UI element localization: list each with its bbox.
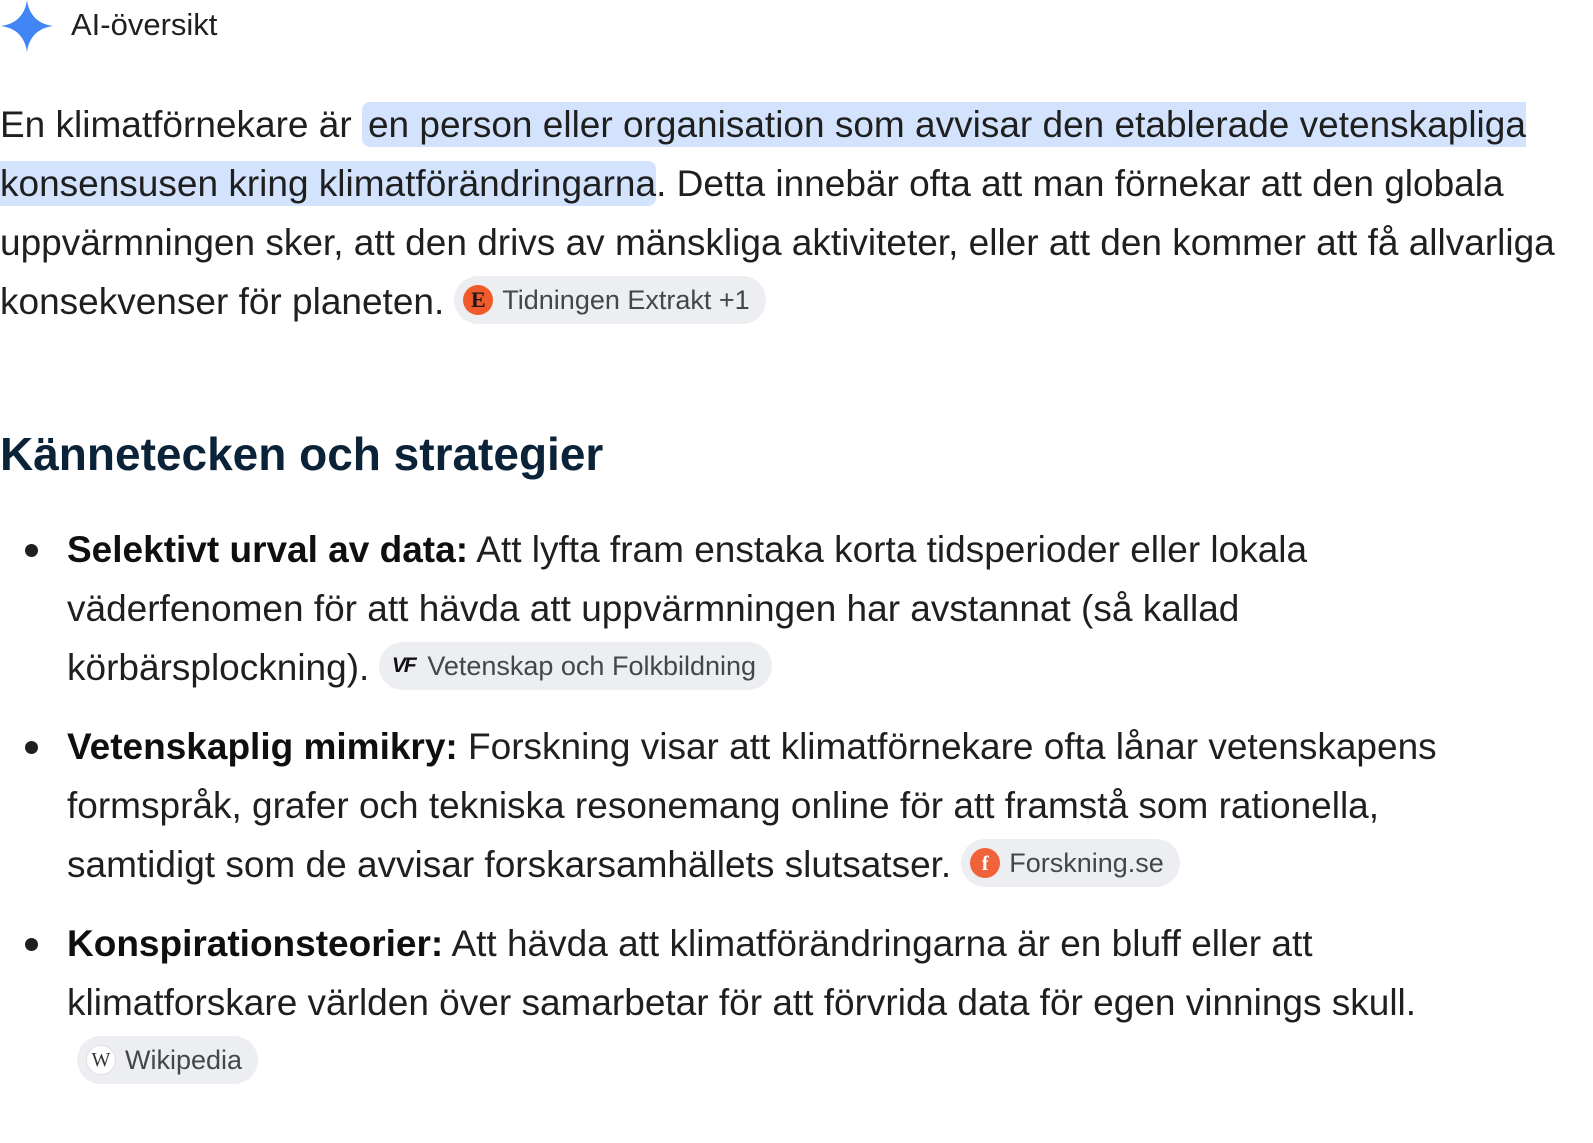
bullet-text: Att hävda att klimatförändringarna är en bluff eller att klimatforskare världen över samarbetar för att förvrida data för egen vinnings skull. xyxy=(67,923,1417,1023)
source-chip-vetenskap-och-folkbildning[interactable] xyxy=(379,642,772,690)
strategy-list xyxy=(0,520,1593,1111)
bullet-title: Vetenskaplig mimikry: xyxy=(67,726,458,767)
bullet-dot-icon xyxy=(25,741,38,754)
bullet-dot-icon xyxy=(25,938,38,951)
intro-suffix: . Detta innebär ofta att man förnekar att den globala uppvärmningen sker, att den drivs av mänskliga aktiviteter, eller att den kommer att få allvarliga konsekvenser för planeten. xyxy=(0,163,1555,322)
source-chip-label: Forskning.se xyxy=(1009,848,1164,879)
wikipedia-logo-icon: W xyxy=(86,1045,116,1075)
ai-overview-title: AI-översikt xyxy=(71,7,218,42)
list-item xyxy=(0,914,1537,1091)
bullet-dot-icon xyxy=(25,544,38,557)
bullet-title: Selektivt urval av data: xyxy=(67,529,469,570)
list-item xyxy=(0,717,1537,894)
source-chip-wikipedia[interactable] xyxy=(77,1036,258,1084)
intro-highlight[interactable]: en person eller organisation som avvisar den etablerade vetenskapliga konsensusen kring klimatförändringarna xyxy=(0,104,1526,204)
intro-paragraph xyxy=(0,95,1580,331)
intro-prefix: En klimatförnekare är xyxy=(0,104,362,145)
source-chip-forskning-se[interactable] xyxy=(961,839,1180,887)
sparkle-icon xyxy=(0,0,54,53)
forskning-se-logo-icon: f xyxy=(970,848,1000,878)
bullet-text: Att lyfta fram enstaka korta tidsperioder eller lokala väderfenomen för att hävda att uppvärmningen har avstannat (så kallad körbärsplockning). xyxy=(67,529,1308,688)
source-chip-tidningen-extrakt[interactable] xyxy=(454,276,765,324)
section-title: Kännetecken och strategier xyxy=(0,428,604,480)
tidningen-extrakt-logo-icon: E xyxy=(463,285,493,315)
list-item xyxy=(0,520,1537,697)
bullet-text: Forskning visar att klimatförnekare ofta lånar vetenskapens formspråk, grafer och tekniska resonemang online för att framstå som rationella, samtidigt som de avvisar forskarsamhällets slutsatser. xyxy=(67,726,1437,885)
source-chip-label: Wikipedia xyxy=(125,1045,243,1076)
bullet-title: Konspirationsteorier: xyxy=(67,923,444,964)
vof-logo-icon: VF xyxy=(391,654,415,678)
source-chip-label: Tidningen Extrakt +1 xyxy=(502,285,750,316)
ai-overview-header xyxy=(0,0,217,52)
source-chip-label: Vetenskap och Folkbildning xyxy=(427,651,757,682)
